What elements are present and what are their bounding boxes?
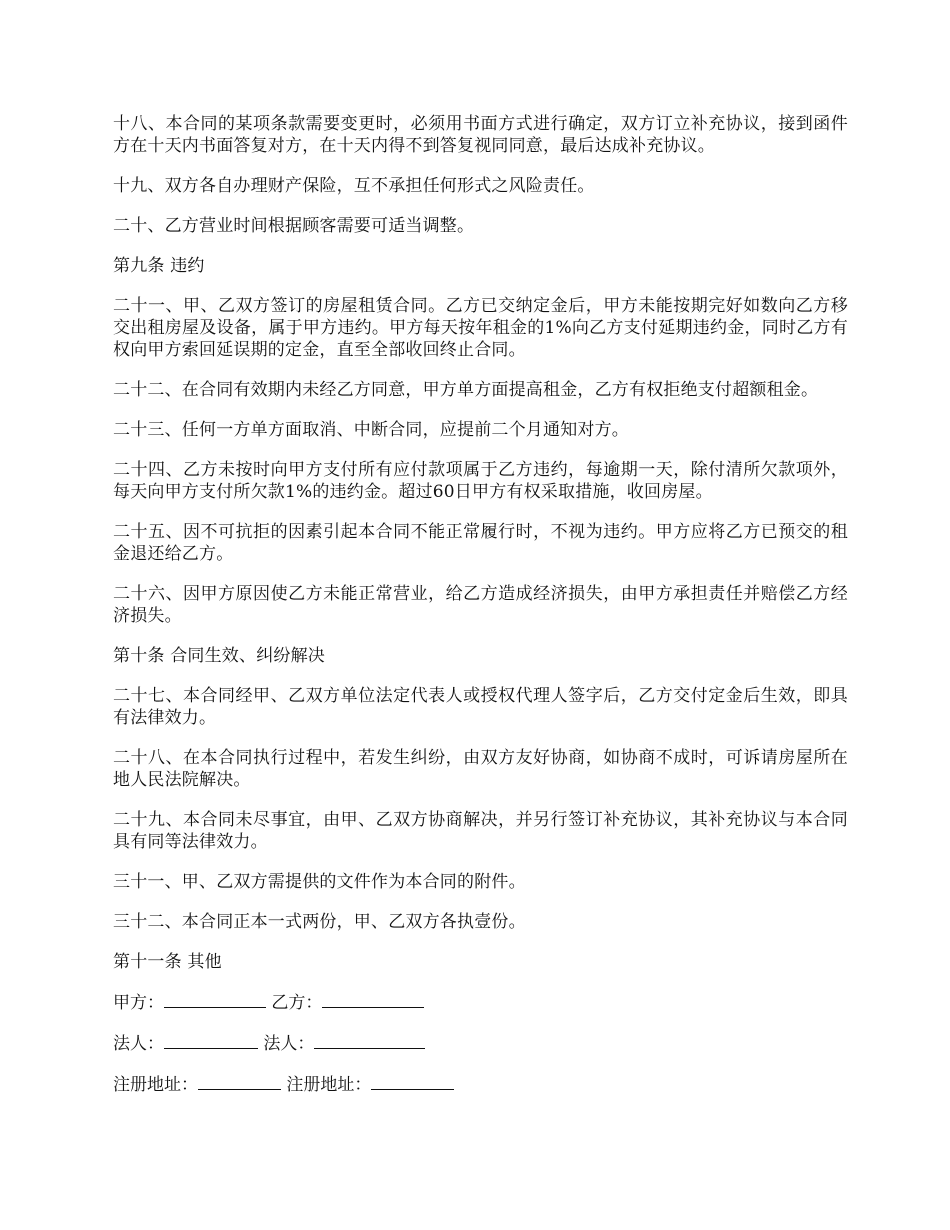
clause-22: 二十二、在合同有效期内未经乙方同意，甲方单方面提高租金，乙方有权拒绝支付超额租金。 <box>113 380 819 400</box>
legal-rep-a-label: 法人： <box>113 1034 164 1054</box>
article-11-heading: 第十一条 其他 <box>113 952 222 972</box>
clause-28: 二十八、在本合同执行过程中，若发生纠纷，由双方友好协商，如协商不成时，可诉请房屋所在地人民法院解决。 <box>113 748 848 790</box>
clause-32: 三十二、本合同正本一式两份，甲、乙双方各执壹份。 <box>113 912 526 932</box>
party-b-blank[interactable] <box>322 991 424 1008</box>
clause-19: 十九、双方各自办理财产保险，互不承担任何形式之风险责任。 <box>113 176 595 196</box>
signature-legal-rep-line <box>113 1032 848 1055</box>
legal-rep-b-blank[interactable] <box>314 1032 425 1049</box>
article-10-heading: 第十条 合同生效、纠纷解决 <box>113 646 326 666</box>
document-page <box>113 113 848 1114</box>
signature-address-line <box>113 1073 848 1096</box>
clause-25: 二十五、因不可抗拒的因素引起本合同不能正常履行时，不视为违约。甲方应将乙方已预交的租金退还给乙方。 <box>113 522 848 564</box>
clause-20: 二十、乙方营业时间根据顾客需要可适当调整。 <box>113 216 475 236</box>
signature-party-line <box>113 991 848 1014</box>
clause-23: 二十三、任何一方单方面取消、中断合同，应提前二个月通知对方。 <box>113 420 629 440</box>
party-a-label: 甲方： <box>113 993 164 1013</box>
address-a-label: 注册地址： <box>113 1075 198 1095</box>
clause-27: 二十七、本合同经甲、乙双方单位法定代表人或授权代理人签字后，乙方交付定金后生效，即具有法律效力。 <box>113 686 848 728</box>
article-9-heading: 第九条 违约 <box>113 256 205 276</box>
clause-21: 二十一、甲、乙双方签订的房屋租赁合同。乙方已交纳定金后，甲方未能按期完好如数向乙方移交出租房屋及设备，属于甲方违约。甲方每天按年租金的1%向乙方支付延期违约金，同时乙方有权向甲方索回延误期的定金，直至全部收回终止合同。 <box>113 296 848 360</box>
address-b-blank[interactable] <box>371 1073 454 1090</box>
clause-24: 二十四、乙方未按时向甲方支付所有应付款项属于乙方违约，每逾期一天，除付清所欠款项外，每天向甲方支付所欠款1%的违约金。超过60日甲方有权采取措施，收回房屋。 <box>113 460 848 502</box>
clause-29: 二十九、本合同未尽事宜，由甲、乙双方协商解决，并另行签订补充协议，其补充协议与本合同具有同等法律效力。 <box>113 810 848 852</box>
clause-31: 三十一、甲、乙双方需提供的文件作为本合同的附件。 <box>113 872 526 892</box>
party-b-label: 乙方： <box>271 993 323 1013</box>
address-a-blank[interactable] <box>198 1073 281 1090</box>
address-b-label: 注册地址： <box>286 1075 372 1095</box>
party-a-blank[interactable] <box>164 991 266 1008</box>
clause-26: 二十六、因甲方原因使乙方未能正常营业，给乙方造成经济损失，由甲方承担责任并赔偿乙方经济损失。 <box>113 584 848 626</box>
clause-18: 十八、本合同的某项条款需要变更时，必须用书面方式进行确定，双方订立补充协议，接到函件方在十天内书面答复对方，在十天内得不到答复视同同意，最后达成补充协议。 <box>113 114 848 156</box>
legal-rep-a-blank[interactable] <box>164 1032 258 1049</box>
legal-rep-b-label: 法人： <box>263 1034 315 1054</box>
